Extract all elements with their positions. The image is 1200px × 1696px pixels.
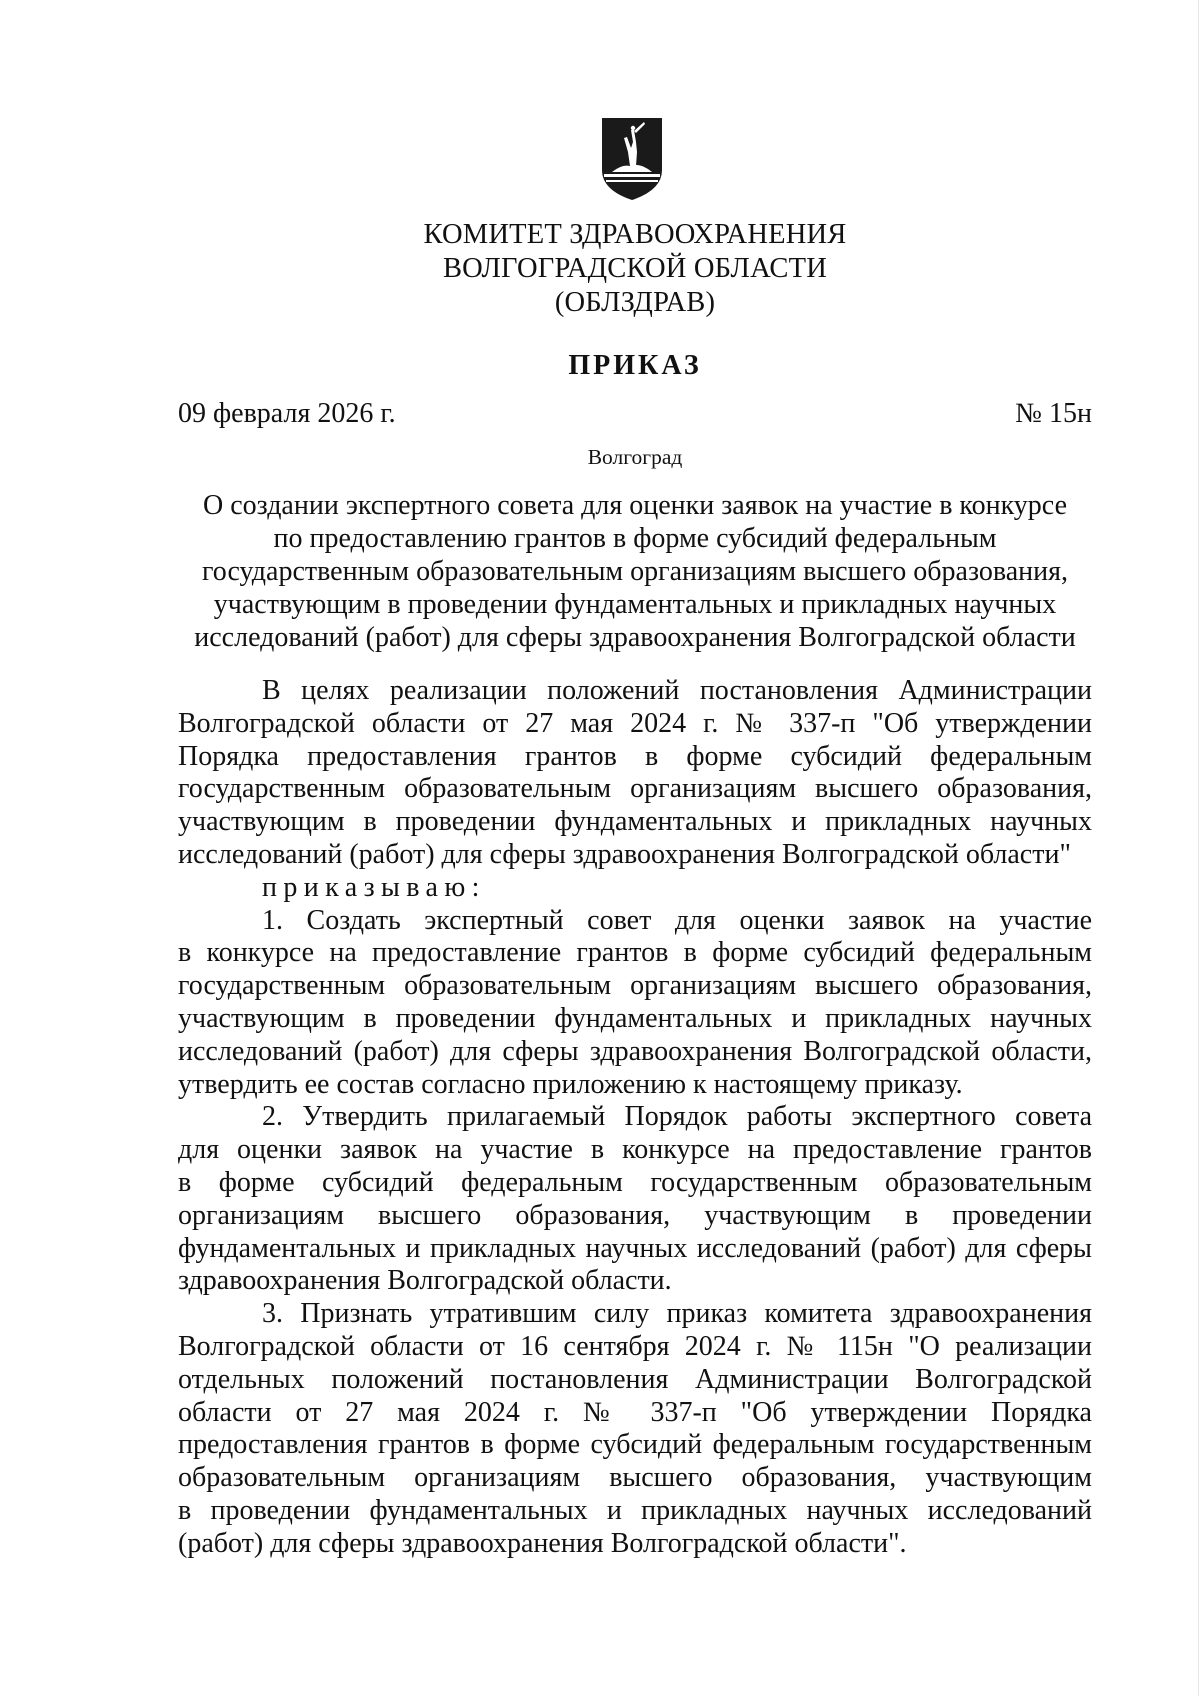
body-line: в конкурсе на предоставление грантов в форме субсидий федеральным (178, 937, 1092, 969)
body-line: государственным образовательным организациям высшего образования, (178, 970, 1092, 1002)
document-body (178, 675, 1092, 1561)
body-line: Волгоградской области от 27 мая 2024 г. № 337-п "Об утверждении (178, 707, 1092, 739)
document-title (178, 489, 1092, 654)
body-line: утвердить ее состав согласно приложению к настоящему приказу. (178, 1068, 963, 1100)
order-item-2 (178, 1101, 1092, 1298)
title-line: по предоставлению грантов в форме субсидий федеральным (273, 523, 997, 554)
body-line: (работ) для сферы здравоохранения Волгоградской области". (178, 1527, 907, 1559)
body-line: организациям высшего образования, участвующим в проведении (178, 1199, 1092, 1231)
title-line: государственным образовательным организациям высшего образования, (201, 556, 1069, 587)
document-type-heading: ПРИКАЗ (568, 350, 702, 381)
body-line: государственным образовательным организациям высшего образования, (178, 773, 1092, 805)
org-name-line-3: (ОБЛЗДРАВ) (554, 287, 716, 318)
body-line: 3. Признать утратившим силу приказ комитета здравоохранения (262, 1298, 1092, 1330)
body-line: участвующим в проведении фундаментальных и прикладных научных (178, 1002, 1092, 1034)
preamble-paragraph (178, 675, 1092, 872)
body-line: участвующим в проведении фундаментальных и прикладных научных (178, 806, 1092, 838)
body-line: 1. Создать экспертный совет для оценки заявок на участие (262, 904, 1092, 936)
document-number: № 15н (1015, 398, 1092, 429)
body-line: для оценки заявок на участие в конкурсе на предоставление грантов (178, 1134, 1092, 1166)
title-line: исследований (работ) для сферы здравоохранения Волгоградской области (194, 622, 1076, 653)
body-line: 2. Утвердить прилагаемый Порядок работы экспертного совета (262, 1101, 1092, 1133)
organization-header (250, 218, 1020, 320)
body-line: Волгоградской области от 16 сентября 2024 г. № 115н "О реализации (178, 1330, 1092, 1362)
scan-edge-divider (1198, 0, 1199, 1696)
title-line: участвующим в проведении фундаментальных и прикладных научных (213, 589, 1057, 620)
document-city: Волгоград (587, 445, 683, 469)
order-item-1 (178, 905, 1092, 1102)
document-date: 09 февраля 2026 г. (178, 398, 396, 429)
order-verb: приказываю: (262, 871, 486, 903)
order-item-3 (178, 1298, 1092, 1560)
body-line: фундаментальных и прикладных научных исследований (работ) для сферы (178, 1232, 1092, 1264)
body-line: отдельных положений постановления Администрации Волгоградской (178, 1363, 1092, 1395)
org-name-line-1: КОМИТЕТ ЗДРАВООХРАНЕНИЯ (423, 219, 847, 250)
body-line: образовательным организациям высшего образования, участвующим (178, 1462, 1092, 1494)
title-line: О создании экспертного совета для оценки заявок на участие в конкурсе (202, 490, 1068, 521)
body-line: предоставления грантов в форме субсидий федеральным государственным (178, 1429, 1092, 1461)
volgograd-region-coat-of-arms-icon (600, 116, 664, 202)
body-line: здравоохранения Волгоградской области. (178, 1265, 672, 1297)
body-line: исследований (работ) для сферы здравоохранения Волгоградской области, (178, 1035, 1092, 1067)
body-line: в проведении фундаментальных и прикладных научных исследований (178, 1494, 1092, 1526)
body-line: Порядка предоставления грантов в форме субсидий федеральным (178, 740, 1092, 772)
body-line: В целях реализации положений постановления Администрации (262, 675, 1092, 706)
body-line: в форме субсидий федеральным государственным образовательным (178, 1166, 1092, 1198)
body-line: области от 27 мая 2024 г. № 337-п "Об утверждении Порядка (178, 1396, 1092, 1428)
body-line: исследований (работ) для сферы здравоохранения Волгоградской области" (178, 838, 1071, 870)
org-name-line-2: ВОЛГОГРАДСКОЙ ОБЛАСТИ (442, 253, 828, 284)
